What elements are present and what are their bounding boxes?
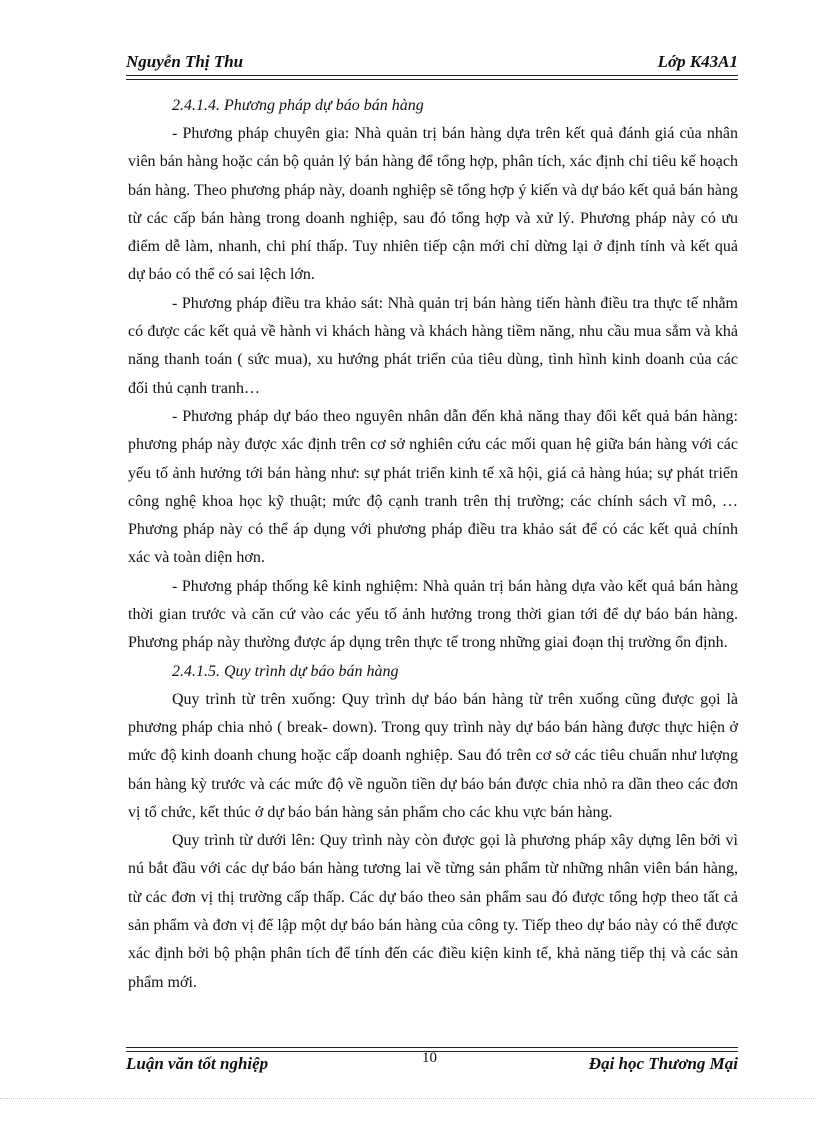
paragraph-causal-method: - Phương pháp dự báo theo nguyên nhân dẫn đến khả năng thay đổi kết quả bán hàng: phương pháp này được xác định trên cơ sở nghiên cứu các mối quan hệ giữa bán hàng với các yếu tố ảnh hưởng tới bán hàng như: sự phát triển kinh tế xã hội, giá cả hàng húa; sự phát triển công nghệ khoa học kỹ thuật; mức độ cạnh tranh trên thị trường; các chính sách vĩ mô, …Phương pháp này có thể áp dụng với phương pháp điều tra khảo sát để có các kết quả chính xác và toàn diện hơn.: [128, 407, 738, 567]
footer-thesis-label: Luận văn tốt nghiệp: [126, 1054, 269, 1073]
page-footer: [126, 1050, 738, 1080]
paragraph-bottom-up-process: Quy trình từ dưới lên: Quy trình này còn được gọi là phương pháp xây dựng lên bởi vì nú bắt đầu với các dự báo bán hàng tương lai về từng sản phẩm từ những nhân viên bán hàng, từ các đơn vị thị trường cấp thấp. Các dự báo theo sản phẩm sau đó được tổng hợp theo tất cả sản phẩm và đơn vị để lập một dự báo bán hàng của công ty. Tiếp theo dự báo này có thể được xác định bởi bộ phận phân tích để tính đến các điều kiện kinh tế, khả năng tiếp thị và các sản phẩm mới.: [128, 832, 738, 991]
paragraph-statistical-method: - Phương pháp thống kê kinh nghiệm: Nhà quản trị bán hàng dựa vào kết quả bán hàng thời gian trước và căn cứ vào các yếu tố ảnh hưởng trong thời gian tới để dự báo bán hàng. Phương pháp này thường được áp dụng trên thực tế trong những giai đoạn thị trường ổn định.: [128, 577, 738, 652]
page-bottom-dotted-line: [0, 1098, 816, 1099]
header-author: Nguyễn Thị Thu: [126, 52, 244, 71]
paragraph-expert-method: - Phương pháp chuyên gia: Nhà quản trị bán hàng dựa trên kết quả đánh giá của nhân viên bán hàng hoặc cán bộ quản lý bán hàng để tổng hợp, phân tích, xác định chỉ tiêu kế hoạch bán hàng. Theo phương pháp này, doanh nghiệp sẽ tổng hợp ý kiến và dự báo kết quả bán hàng từ các cấp bán hàng trong doanh nghiệp, sau đó tổng hợp và xử lý. Phương pháp này có ưu điểm dễ làm, nhanh, chi phí thấp. Tuy nhiên tiếp cận mới chỉ dừng lại ở định tính và kết quả dự báo có thể có sai lệch lớn.: [128, 125, 738, 284]
footer-university: Đại học Thương Mại: [588, 1054, 738, 1073]
page-number: 10: [422, 1050, 437, 1066]
paragraph-top-down-process: Quy trình từ trên xuống: Quy trình dự báo bán hàng từ trên xuống cũng được gọi là phương pháp chia nhỏ ( break- down). Trong quy trình này dự báo bán hàng được thực hiện ở mức độ kinh doanh chung hoặc cấp doanh nghiệp. Sau đó trên cơ sở các tiêu chuẩn như lượng bán hàng kỳ trước và các mức độ về nguồn tiền dự báo bán được chia nhỏ ra dần theo các đơn vị tổ chức, kết thúc ở dự báo bán hàng sản phẩm cho các khu vực bán hàng.: [128, 690, 738, 821]
section-heading-2-4-1-5: 2.4.1.5. Quy trình dự báo bán hàng: [172, 662, 399, 680]
header-rule: [126, 75, 738, 76]
page-body: [128, 92, 738, 997]
header-rule-secondary: [126, 79, 738, 80]
footer-rule: [126, 1047, 738, 1048]
header-class: Lớp K43A1: [657, 52, 738, 71]
page-header: [126, 48, 738, 78]
paragraph-survey-method: - Phương pháp điều tra khảo sát: Nhà quản trị bán hàng tiến hành điều tra thực tế nhằm có được các kết quả về hành vi khách hàng và khách hàng tiềm năng, nhu cầu mua sắm và khả năng thanh toán ( sức mua), xu hướng phát triển của tiêu dùng, tình hình kinh doanh của các đối thủ cạnh tranh…: [128, 294, 738, 397]
section-heading-2-4-1-4: 2.4.1.4. Phương pháp dự báo bán hàng: [172, 97, 424, 114]
